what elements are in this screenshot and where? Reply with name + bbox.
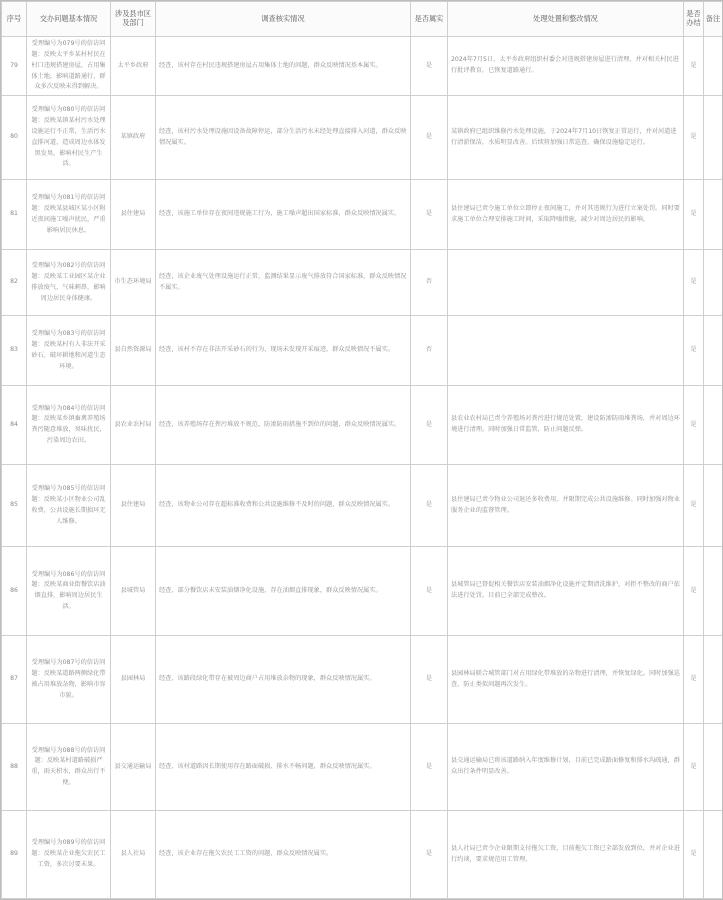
row-dept: 县城管局 (111, 547, 156, 636)
row-dept: 某镇政府 (111, 96, 156, 180)
row-check: 经查，该企业存在拖欠农民工工资的问题，群众反映情况属实。 (156, 811, 411, 899)
header-dept: 涉及县市区及部门 (111, 2, 156, 37)
row-real: 是 (411, 180, 448, 250)
row-status: 是 (684, 811, 704, 899)
row-real: 是 (411, 96, 448, 180)
row-num: 88 (2, 724, 27, 811)
row-dept: 市生态环境局 (111, 250, 156, 316)
row-real: 否 (411, 316, 448, 386)
row-basic: 受理编号为088号的信访问题：反映某村道路破损严重，雨天积水，群众出行不便。 (27, 724, 111, 811)
row-dept: 县住建局 (111, 465, 156, 547)
table-row (2, 316, 723, 386)
header-status: 是否办结 (684, 2, 704, 37)
row-handle: 县交通运输局已将该道路纳入年度维修计划，目前已完成路面修复和排水沟疏通，群众出行条件明显改善。 (448, 724, 684, 811)
row-num: 84 (2, 386, 27, 465)
row-basic: 受理编号为084号的信访问题：反映某乡镇畜禽养殖场粪污随意堆放，臭味扰民，污染周边农田。 (27, 386, 111, 465)
row-check: 经查，该养殖场存在粪污堆放不规范、防渗防雨措施不到位的问题，群众反映情况属实。 (156, 386, 411, 465)
row-dept: 县自然资源局 (111, 316, 156, 386)
row-check: 经查，该企业废气处理设施运行正常，监测结果显示废气排放符合国家标准，群众反映情况不属实。 (156, 250, 411, 316)
row-real: 是 (411, 636, 448, 724)
row-handle: 2024年7月5日，太平乡政府组织村委会对违规搭建房屋进行清理，并对相关村民进行批评教育，已恢复道路通行。 (448, 37, 684, 96)
row-dept: 太平乡政府 (111, 37, 156, 96)
row-status: 是 (684, 386, 704, 465)
table-row (2, 250, 723, 316)
table-row (2, 37, 723, 96)
row-note (704, 724, 723, 811)
row-handle: 县人社局已责令企业限期支付拖欠工资，目前拖欠工资已全部发放到位，并对企业进行约谈，要求规范用工管理。 (448, 811, 684, 899)
row-note (704, 547, 723, 636)
table-row (2, 811, 723, 899)
row-check: 经查，该物业公司存在超标准收费和公共设施维修不及时的问题，群众反映情况属实。 (156, 465, 411, 547)
petition-table (1, 1, 723, 899)
row-num: 87 (2, 636, 27, 724)
row-note (704, 316, 723, 386)
row-real: 是 (411, 811, 448, 899)
row-note (704, 386, 723, 465)
row-handle: 某镇政府已组织维修污水处理设施，于2024年7月10日恢复正常运行，并对河道进行清淤保洁，水质明显改善。后续将加强日常巡查，确保设施稳定运行。 (448, 96, 684, 180)
row-handle: 县住建局已责令物业公司退还多收费用，并限期完成公共设施维修。同时加强对物业服务企业的监督管理。 (448, 465, 684, 547)
table-row (2, 386, 723, 465)
header-num: 序号 (2, 2, 27, 37)
row-status: 是 (684, 724, 704, 811)
table-row (2, 465, 723, 547)
row-status: 是 (684, 96, 704, 180)
row-handle: 县农业农村局已责令养殖场对粪污进行规范处置，建设防渗防雨堆粪场，并对周边环境进行清理。同时加强日常监管，防止问题反弹。 (448, 386, 684, 465)
table-row (2, 636, 723, 724)
row-num: 81 (2, 180, 27, 250)
row-check: 经查，该村道路因长期使用存在路面破损、排水不畅问题，群众反映情况属实。 (156, 724, 411, 811)
row-note (704, 465, 723, 547)
row-check: 经查，该施工单位存在夜间违规施工行为，施工噪声超出国家标准，群众反映情况属实。 (156, 180, 411, 250)
table-row (2, 180, 723, 250)
table-row (2, 724, 723, 811)
header-check: 调查核实情况 (156, 2, 411, 37)
row-handle: 县住建局已责令施工单位立即停止夜间施工，并对其违规行为进行立案处罚。同时要求施工单位合理安排施工时间，采取降噪措施，减少对周边居民的影响。 (448, 180, 684, 250)
row-num: 85 (2, 465, 27, 547)
row-handle: 县园林局联合城管部门对占用绿化带堆放的杂物进行清理，并恢复绿化。同时加强巡查，防止类似问题再次发生。 (448, 636, 684, 724)
table-row (2, 547, 723, 636)
row-basic: 受理编号为080号的信访问题：反映某镇某村污水处理设施运行不正常，生活污水直排河道，造成周边水体发黑发臭，影响村民生产生活。 (27, 96, 111, 180)
row-basic: 受理编号为082号的信访问题：反映某工业园区某企业排放废气，气味刺鼻，影响周边居民身体健康。 (27, 250, 111, 316)
header-handle: 处理处置和整改情况 (448, 2, 684, 37)
row-check: 经查，该村存在村民违规搭建房屋占用集体土地的问题，群众反映情况基本属实。 (156, 37, 411, 96)
row-check: 经查，该路段绿化带存在被周边商户占用堆放杂物的现象，群众反映情况属实。 (156, 636, 411, 724)
table-header-row (2, 2, 723, 37)
header-real: 是否属实 (411, 2, 448, 37)
row-check: 经查，部分餐饮店未安装油烟净化设施，存在油烟直排现象，群众反映情况属实。 (156, 547, 411, 636)
row-status: 是 (684, 465, 704, 547)
header-basic: 交办问题基本情况 (27, 2, 111, 37)
row-note (704, 37, 723, 96)
row-handle: 县城管局已督促相关餐饮店安装油烟净化设施并定期清洗维护，对拒不整改的商户依法进行处罚。目前已全部完成整改。 (448, 547, 684, 636)
row-handle (448, 250, 684, 316)
row-num: 80 (2, 96, 27, 180)
row-handle (448, 316, 684, 386)
row-num: 79 (2, 37, 27, 96)
row-status: 是 (684, 37, 704, 96)
row-basic: 受理编号为081号的信访问题：反映某县城区某小区附近夜间施工噪声扰民，严重影响居民休息。 (27, 180, 111, 250)
row-dept: 县园林局 (111, 636, 156, 724)
row-note (704, 811, 723, 899)
header-note: 备注 (704, 2, 723, 37)
row-real: 是 (411, 37, 448, 96)
row-status: 是 (684, 316, 704, 386)
row-basic: 受理编号为085号的信访问题：反映某小区物业公司乱收费，公共设施长期损坏无人维修。 (27, 465, 111, 547)
row-dept: 县交通运输局 (111, 724, 156, 811)
row-num: 82 (2, 250, 27, 316)
row-dept: 县住建局 (111, 180, 156, 250)
row-check: 经查，该村污水处理设施因设备故障停运，部分生活污水未经处理直接排入河道，群众反映情况属实。 (156, 96, 411, 180)
row-real: 是 (411, 547, 448, 636)
row-real: 否 (411, 250, 448, 316)
row-status: 是 (684, 636, 704, 724)
row-status: 是 (684, 180, 704, 250)
row-basic: 受理编号为086号的信访问题：反映某商业街餐饮店油烟直排，影响周边居民生活。 (27, 547, 111, 636)
row-num: 83 (2, 316, 27, 386)
row-dept: 县农业农村局 (111, 386, 156, 465)
row-num: 86 (2, 547, 27, 636)
row-basic: 受理编号为083号的信访问题：反映某村有人非法开采砂石，破坏耕地和河道生态环境。 (27, 316, 111, 386)
row-real: 是 (411, 465, 448, 547)
row-real: 是 (411, 386, 448, 465)
row-num: 89 (2, 811, 27, 899)
row-note (704, 96, 723, 180)
row-basic: 受理编号为087号的信访问题：反映某道路两侧绿化带被占用堆放杂物，影响市容市貌。 (27, 636, 111, 724)
row-status: 是 (684, 250, 704, 316)
row-note (704, 250, 723, 316)
row-real: 是 (411, 724, 448, 811)
row-note (704, 636, 723, 724)
table-row (2, 96, 723, 180)
row-basic: 受理编号为079号的信访问题：反映太平乡某村村民在村口违规搭建房屋，占用集体土地，影响道路通行，群众多次反映未得到解决。 (27, 37, 111, 96)
row-basic: 受理编号为089号的信访问题：反映某企业拖欠农民工工资，多次讨要未果。 (27, 811, 111, 899)
row-status: 是 (684, 547, 704, 636)
row-dept: 县人社局 (111, 811, 156, 899)
row-note (704, 180, 723, 250)
row-check: 经查，该村不存在非法开采砂石的行为，现场未发现开采痕迹，群众反映情况不属实。 (156, 316, 411, 386)
